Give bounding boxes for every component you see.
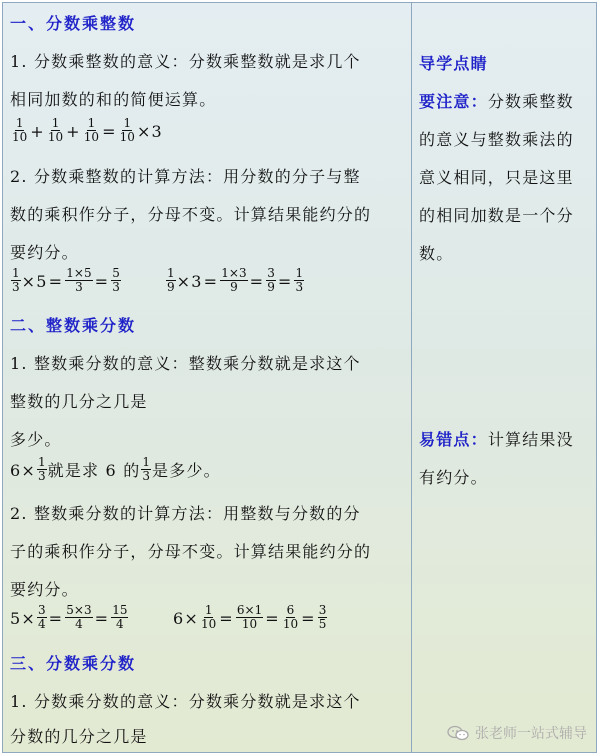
note2-line-1: 易错点：计算结果没	[419, 430, 574, 449]
s2-example: 6× $\frac{1}{3}$ 就是求 6 的 $\frac{1}{3}$ 是多少。	[10, 455, 221, 483]
equation-2: $\frac{1}{3}$ ×5= $\frac{1\times 5}{3}$ = $\frac{5}{3}$	[12, 266, 120, 294]
s3-meaning-line-2: 分数的几分之几是	[10, 727, 148, 746]
equation-4: 5× $\frac{3}{4}$ = $\frac{5\times 3}{4}$ = $\frac{15}{4}$	[10, 603, 128, 631]
note1-line-4: 的相同加数是一个分	[419, 206, 574, 225]
s3-meaning-line-1: 1. 分数乘分数的意义：分数乘分数就是求这个	[10, 692, 361, 711]
note1-line-2: 的意义与整数乘法的	[419, 130, 574, 149]
fraction: $\frac{1}{10}$	[119, 116, 135, 144]
sidebar-title: 导学点睛	[419, 54, 488, 73]
equation-3: $\frac{1}{9}$ ×3= $\frac{1\times 3}{9}$ = $\frac{3}{9}$ = $\frac{1}{3}$	[167, 266, 304, 294]
s1-meaning-line-1: 1. 分数乘整数的意义：分数乘整数就是求几个	[10, 52, 361, 71]
s1-meaning-line-2: 相同加数的和的简便运算。	[10, 90, 217, 109]
watermark-text: 张老师一站式辅导	[475, 726, 587, 742]
equation-1: $\frac{1}{10}$ + $\frac{1}{10}$ + $\frac{1}{10}$ = $\frac{1}{10}$ ×3	[12, 116, 163, 144]
s2-method-line-2: 子的乘积作分子，分母不变。计算结果能约分的	[10, 542, 372, 561]
fraction: $\frac{1}{10}$	[12, 116, 28, 144]
section-1-title: 一、分数乘整数	[10, 14, 137, 33]
s2-method-line-3: 要约分。	[10, 580, 79, 599]
s1-method-line-3: 要约分。	[10, 243, 79, 262]
watermark	[447, 723, 587, 743]
equation-5: 6× $\frac{1}{10}$ = $\frac{6\times 1}{10}$ = $\frac{6}{10}$ = $\frac{3}{5}$	[173, 603, 327, 631]
column-divider	[411, 3, 412, 752]
fraction: $\frac{1}{10}$	[83, 116, 100, 144]
s2-meaning-line-1: 1. 整数乘分数的意义：整数乘分数就是求这个	[10, 354, 361, 373]
fraction: $\frac{1}{10}$	[47, 116, 64, 144]
note1-line-5: 数。	[419, 244, 454, 263]
s1-method-line-2: 数的乘积作分子，分母不变。计算结果能约分的	[10, 205, 372, 224]
section-3-title: 三、分数乘分数	[10, 654, 137, 673]
s1-method-line-1: 2. 分数乘整数的计算方法：用分数的分子与整	[10, 167, 361, 186]
note1-line-3: 意义相同，只是这里	[419, 168, 574, 187]
section-2-title: 二、整数乘分数	[10, 316, 137, 335]
notes-table	[2, 2, 597, 753]
note1-line-1: 要注意：分数乘整数	[419, 92, 574, 111]
note2-line-2: 有约分。	[419, 468, 488, 487]
s2-method-line-1: 2. 整数乘分数的计算方法：用整数与分数的分	[10, 504, 361, 523]
s2-meaning-line-3: 多少。	[10, 430, 62, 449]
s2-meaning-line-2: 整数的几分之几是	[10, 392, 148, 411]
wechat-icon	[447, 725, 469, 741]
